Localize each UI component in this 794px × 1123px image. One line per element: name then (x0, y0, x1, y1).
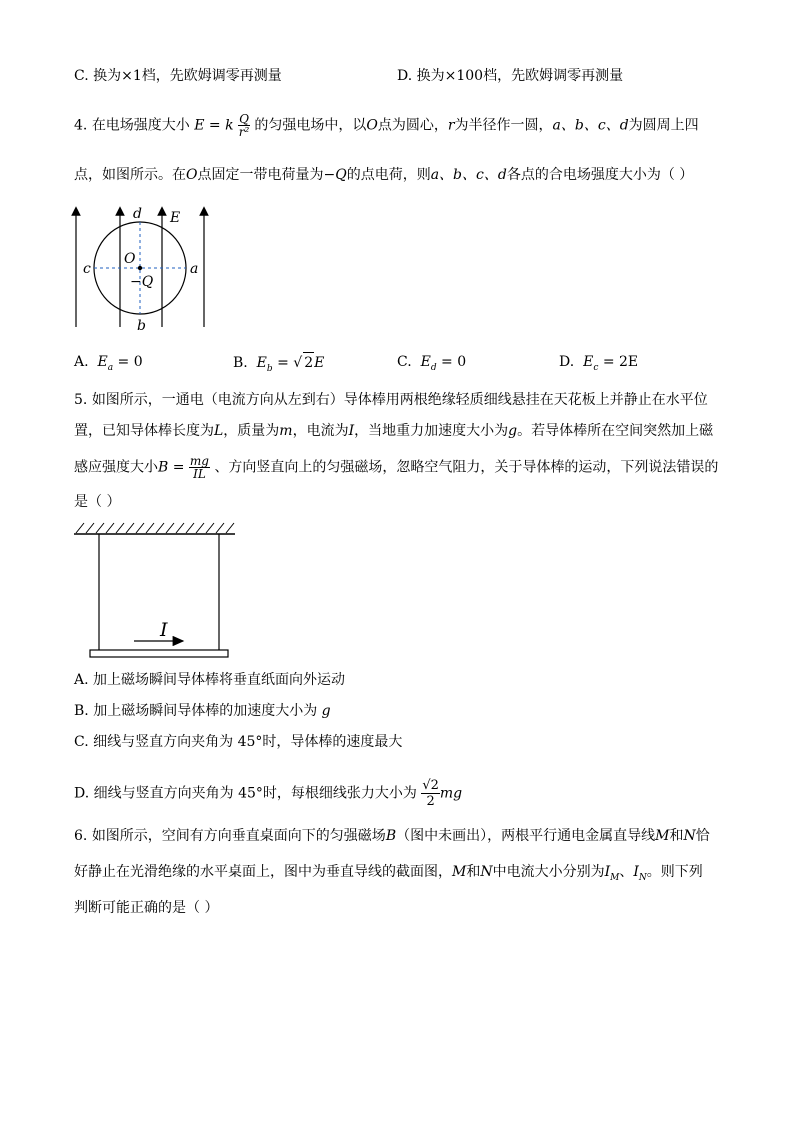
q5-option-a: A. 加上磁场瞬间导体棒将垂直纸面向外运动 (74, 672, 346, 688)
q4-frac-num: Q (239, 112, 249, 126)
q6-in: I (633, 864, 639, 880)
q6-m: M (655, 828, 670, 844)
q6-he-2: 和 (466, 864, 481, 880)
q5-line3-b: 、方向竖直向上的匀强磁场，忽略空气阻力，关于导体棒的运动，下列说法错误的 (214, 459, 719, 476)
q4-line1 (74, 113, 699, 138)
q5-I: I (348, 423, 355, 439)
q4-line2-d: 各点的合电场强度大小为（ ） (506, 167, 694, 183)
q5-option-b-g: g (321, 703, 331, 719)
conductor-rod (90, 650, 228, 657)
q5-option-d-den: 2 (426, 794, 435, 809)
q6-line3: 判断可能正确的是（ ） (74, 900, 219, 916)
q4-option-c (397, 352, 466, 378)
q5-line4: 是（ ） (74, 494, 121, 510)
q4-text-d: 为半径作一圆， (454, 117, 553, 134)
label-o: O (124, 251, 136, 267)
q6-im-sub: M (610, 872, 620, 883)
q4-option-b: B. $E_b$ = √ 2E (233, 352, 324, 379)
q4-formula-e: E = k (194, 117, 234, 134)
q4-text-e: 为圆周上四 (628, 117, 699, 134)
q4-fraction (238, 113, 250, 138)
q4-option-b-tail: E (314, 355, 325, 371)
q5-option-b (74, 701, 331, 721)
q6-number: 6. (74, 828, 88, 844)
q4-option-a (74, 352, 143, 378)
q6-line2-a: 好静止在光滑绝缘的水平桌面上，图中为垂直导线的截面图， (74, 864, 452, 880)
q5-L: L (214, 423, 224, 439)
q5-line2-a: 置，已知导体棒长度为 (74, 423, 214, 439)
prev-option-d: D. 换为×100档，先欧姆调零再测量 (397, 68, 624, 84)
label-c: c (83, 261, 91, 277)
q6-im: I (604, 864, 611, 880)
q4-option-a-sym: E (97, 354, 108, 370)
q5-line2-d: ，当地重力加速度大小为 (354, 423, 509, 439)
q6-he: 和 (669, 828, 684, 844)
q4-line2-c: 的点电荷，则 (346, 167, 431, 183)
q4-abcd-2: a、b、c、d (430, 167, 507, 183)
q5-frac-num: mg (189, 454, 209, 468)
label-e: E (170, 210, 181, 226)
q4-option-c-rhs: = 0 (436, 354, 467, 370)
q4-line2 (74, 165, 693, 185)
q4-number: 4. (74, 117, 88, 134)
q5-line2-e: 。若导体棒所在空间突然加上磁 (517, 423, 714, 439)
q4-option-d-sym: E (583, 354, 594, 370)
q4-text-a: 在电场强度大小 (91, 117, 190, 134)
q4-option-d (559, 352, 638, 378)
q6-in-sub: N (638, 872, 647, 883)
q5-option-d (74, 778, 462, 809)
q4-option-d-rhs: = 2E (598, 354, 639, 370)
q5-b-eq: B = (158, 459, 185, 476)
q6-line2-c: 。则下列 (646, 864, 703, 880)
q4-option-b-letter: B. (233, 355, 248, 371)
q5-option-d-num: √2 (422, 778, 439, 793)
q4-o: O (366, 117, 378, 134)
q4-line2-b: 点固定一带电荷量为 (197, 167, 324, 183)
q5-line3 (74, 455, 718, 480)
q5-line1 (74, 390, 708, 410)
q4-field-figure (66, 205, 216, 335)
q5-hanging-rod-figure (72, 520, 242, 660)
q4-option-c-sub: d (430, 362, 437, 373)
q4-line2-a: 点，如图所示。在 (74, 167, 186, 183)
ceiling-hatching (76, 523, 234, 533)
q4-text-c: 点为圆心， (377, 117, 448, 134)
q4-option-c-letter: C. (397, 354, 412, 370)
q6-b: B (385, 828, 397, 844)
q4-option-d-sub: c (593, 362, 599, 373)
q4-o-2: O (186, 167, 198, 183)
q5-frac-den: IL (193, 467, 206, 481)
q5-m: m (279, 423, 293, 439)
q5-line3-a: 感应强度大小 (74, 459, 158, 476)
q5-fraction (189, 455, 210, 480)
q6-line1-c: 恰 (695, 828, 710, 844)
q4-option-b-sqrt: 2 (303, 352, 314, 373)
q5-option-d-fraction (421, 778, 440, 809)
label-neg-q: −Q (130, 274, 154, 290)
point-o (138, 266, 142, 270)
q5-g: g (508, 423, 518, 439)
q6-sep: 、 (619, 864, 634, 880)
q6-n-2: N (480, 864, 493, 880)
q4-option-a-letter: A. (74, 354, 89, 370)
q4-text-b: 的匀强电场中，以 (254, 117, 367, 134)
label-i: I (160, 619, 168, 641)
q5-line1-text: 如图所示，一通电（电流方向从左到右）导体棒用两根绝缘轻质细线悬挂在天花板上并静止在水平位 (91, 392, 708, 408)
q6-m-2: M (452, 864, 467, 880)
q6-line1 (74, 826, 710, 846)
q5-line2-b: ，质量为 (223, 423, 280, 439)
label-a: a (190, 261, 199, 277)
q4-neg-q: −Q (323, 167, 347, 183)
q5-option-b-text: B. 加上磁场瞬间导体棒的加速度大小为 (74, 703, 322, 719)
q5-line2 (74, 421, 713, 441)
q4-option-b-sym: E (256, 355, 267, 371)
q4-option-b-rhs: = (272, 355, 294, 371)
q4-option-a-rhs: = 0 (113, 354, 143, 370)
q4-option-c-sym: E (420, 354, 431, 370)
q6-n: N (683, 828, 696, 844)
q5-option-c: C. 细线与竖直方向夹角为 45°时，导体棒的速度最大 (74, 734, 403, 750)
label-b: b (137, 318, 146, 334)
prev-option-c: C. 换为×1档，先欧姆调零再测量 (74, 68, 282, 84)
q4-option-d-letter: D. (559, 354, 575, 370)
q6-line2-b: 中电流大小分别为 (492, 864, 605, 880)
q4-option-a-sub: a (107, 362, 114, 373)
q4-abcd: a、b、c、d (552, 117, 629, 134)
q5-number: 5. (74, 392, 88, 408)
label-d: d (133, 206, 142, 222)
q5-option-d-tail: mg (439, 785, 463, 802)
q4-r: r (447, 117, 455, 134)
q6-line2 (74, 862, 703, 888)
q6-line1-b: （图中未画出），两根平行通电金属直导线 (396, 828, 656, 844)
q4-option-b-sub: b (266, 363, 273, 374)
q5-option-d-text: D. 细线与竖直方向夹角为 45°时，每根细线张力大小为 (74, 785, 417, 802)
q4-frac-den: r² (238, 125, 250, 139)
q6-line1-a: 如图所示，空间有方向垂直桌面向下的匀强磁场 (91, 828, 386, 844)
q5-line2-c: ，电流为 (292, 423, 349, 439)
